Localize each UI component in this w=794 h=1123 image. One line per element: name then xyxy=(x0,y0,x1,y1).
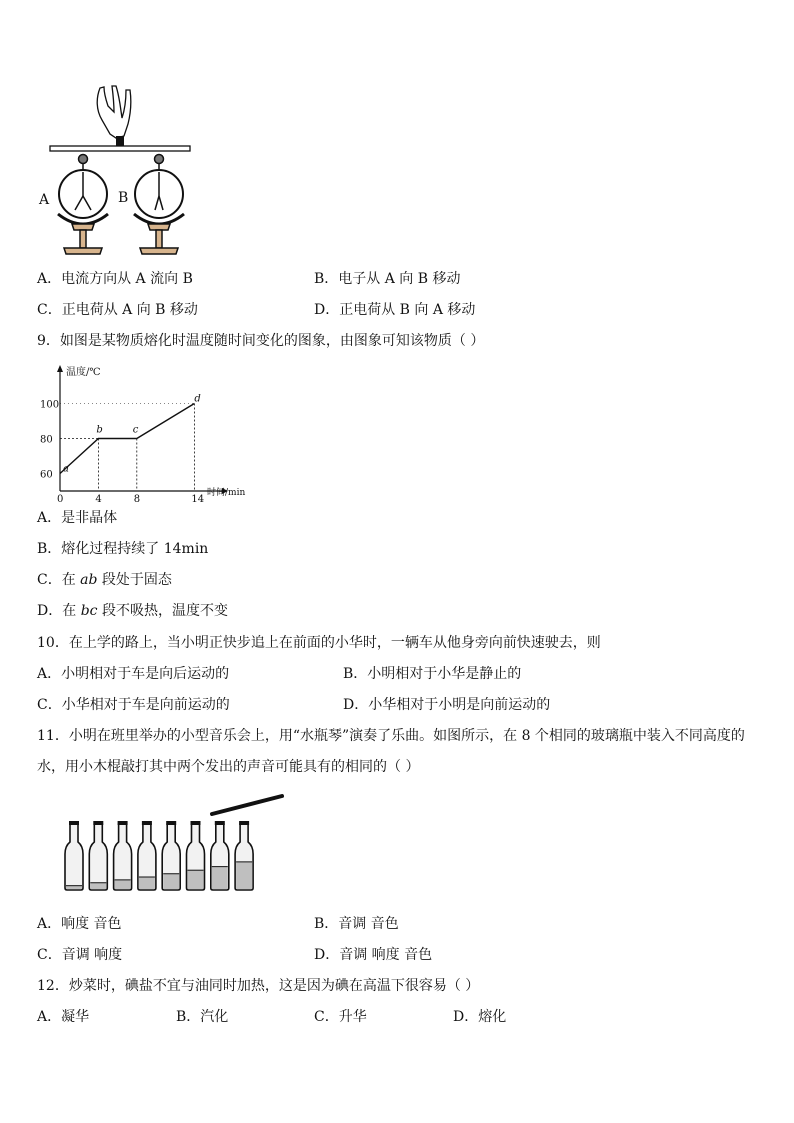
electroscope-b xyxy=(134,155,184,255)
label-b: B xyxy=(118,190,129,206)
metal-rod xyxy=(50,146,190,151)
bottle-glass xyxy=(89,824,107,890)
x-axis-label: 时间/min xyxy=(207,488,246,498)
chart-axes xyxy=(57,365,228,494)
bottle-8 xyxy=(235,821,253,890)
q9-option-b[interactable]: B．熔化过程持续了 14min xyxy=(37,541,209,557)
bottle-cap xyxy=(93,821,103,825)
bottle-cap xyxy=(215,821,225,825)
q9-option-c-prefix: C．在 xyxy=(37,572,81,588)
electroscope-a xyxy=(58,155,108,255)
y-axis-label: 温度/℃ xyxy=(66,367,101,378)
point-label-a: a xyxy=(63,463,69,475)
bottle-1 xyxy=(65,821,83,890)
y-tick-80: 80 xyxy=(40,434,53,446)
q8-option-d[interactable]: D．正电荷从 B 向 A 移动 xyxy=(314,302,476,318)
bottle-water xyxy=(212,867,228,889)
q9-option-c[interactable] xyxy=(37,571,172,589)
electroscope-figure xyxy=(36,84,196,256)
point-label-c: c xyxy=(132,424,139,436)
bottle-cap xyxy=(239,821,249,825)
melting-curve-chart xyxy=(36,362,246,505)
q9-stem: 9．如图是某物质熔化时温度随时间变化的图象，由图象可知该物质（ ） xyxy=(37,333,485,349)
wooden-stick xyxy=(212,796,282,814)
bottle-glass xyxy=(65,824,83,890)
q10-option-b[interactable]: B．小明相对于小华是静止的 xyxy=(343,666,522,682)
q10-option-a[interactable]: A．小明相对于车是向后运动的 xyxy=(37,666,230,682)
point-label-d: d xyxy=(194,393,201,405)
y-tick-60: 60 xyxy=(40,469,53,481)
hand-icon xyxy=(97,86,131,138)
bottle-water xyxy=(188,870,204,889)
q10-option-c[interactable]: C．小华相对于车是向前运动的 xyxy=(37,697,230,713)
q10-option-d[interactable]: D．小华相对于小明是向前运动的 xyxy=(343,697,551,713)
x-tick-14: 14 xyxy=(191,494,205,505)
label-a: A xyxy=(39,192,50,208)
q11-stem-line1: 11．小明在班里举办的小型音乐会上，用“水瓶琴”演奏了乐曲。如图所示，在 8 个相同的玻璃瓶中装入不同高度的 xyxy=(37,728,745,744)
q11-option-a[interactable]: A．响度 音色 xyxy=(37,916,122,932)
chart-line xyxy=(60,394,201,475)
q9-option-a[interactable]: A．是非晶体 xyxy=(37,510,118,526)
bottle-water xyxy=(236,862,252,889)
q9-option-d[interactable] xyxy=(37,602,228,620)
bottle-cap xyxy=(69,821,79,825)
q9-option-c-suffix: 段处于固态 xyxy=(97,572,172,588)
chart-guides xyxy=(60,404,194,492)
q12-option-b[interactable]: B．汽化 xyxy=(176,1009,229,1025)
bottle-cap xyxy=(191,821,201,825)
q11-stem-line2: 水，用小木棍敲打其中两个发出的声音可能具有的相同的（ ） xyxy=(37,759,420,775)
q10-stem: 10．在上学的路上，当小明正快步追上在前面的小华时，一辆车从他身旁向前快速驶去，则 xyxy=(37,635,601,651)
q8-option-c[interactable]: C．正电荷从 A 向 B 移动 xyxy=(37,302,198,318)
bottle-water xyxy=(90,883,106,889)
q8-option-b[interactable]: B．电子从 A 向 B 移动 xyxy=(314,271,461,287)
y-tick-100: 100 xyxy=(40,399,60,411)
q11-option-d[interactable]: D．音调 响度 音色 xyxy=(314,947,433,963)
bottle-2 xyxy=(89,821,107,890)
bottle-cap xyxy=(166,821,176,825)
q9-option-d-var: bc xyxy=(80,603,98,619)
q11-option-b[interactable]: B．音调 音色 xyxy=(314,916,399,932)
bottle-cap xyxy=(118,821,128,825)
bottle-6 xyxy=(187,821,205,890)
q9-option-c-var: ab xyxy=(80,572,98,588)
q9-option-d-suffix: 段不吸热，温度不变 xyxy=(97,603,228,619)
q12-option-c[interactable]: C．升华 xyxy=(314,1009,367,1025)
q12-option-a[interactable]: A．凝华 xyxy=(37,1009,90,1025)
q12-option-d[interactable]: D．熔化 xyxy=(453,1009,507,1025)
chart-ticks xyxy=(40,400,204,506)
bottle-water xyxy=(139,877,155,889)
x-tick-8: 8 xyxy=(133,494,141,505)
bottle-3 xyxy=(114,821,132,890)
bottle-5 xyxy=(162,821,180,890)
bottle-4 xyxy=(138,821,156,890)
bottle-water xyxy=(163,874,179,889)
y-axis-arrow xyxy=(57,365,63,372)
q11-option-c[interactable]: C．音调 响度 xyxy=(37,947,123,963)
point-label-b: b xyxy=(96,424,103,436)
bottle-7 xyxy=(211,821,229,890)
bottle-cap xyxy=(142,821,152,825)
x-tick-0: 0 xyxy=(57,494,64,505)
bottle-water xyxy=(115,880,131,889)
q8-option-a[interactable]: A．电流方向从 A 流向 B xyxy=(37,271,193,287)
q12-stem: 12．炒菜时，碘盐不宜与油同时加热，这是因为碘在高温下很容易（ ） xyxy=(37,978,480,994)
x-tick-4: 4 xyxy=(95,494,102,505)
rod-handle xyxy=(116,136,124,146)
water-bottle-xylophone-figure xyxy=(60,790,290,900)
q9-option-d-prefix: D．在 xyxy=(37,603,81,619)
